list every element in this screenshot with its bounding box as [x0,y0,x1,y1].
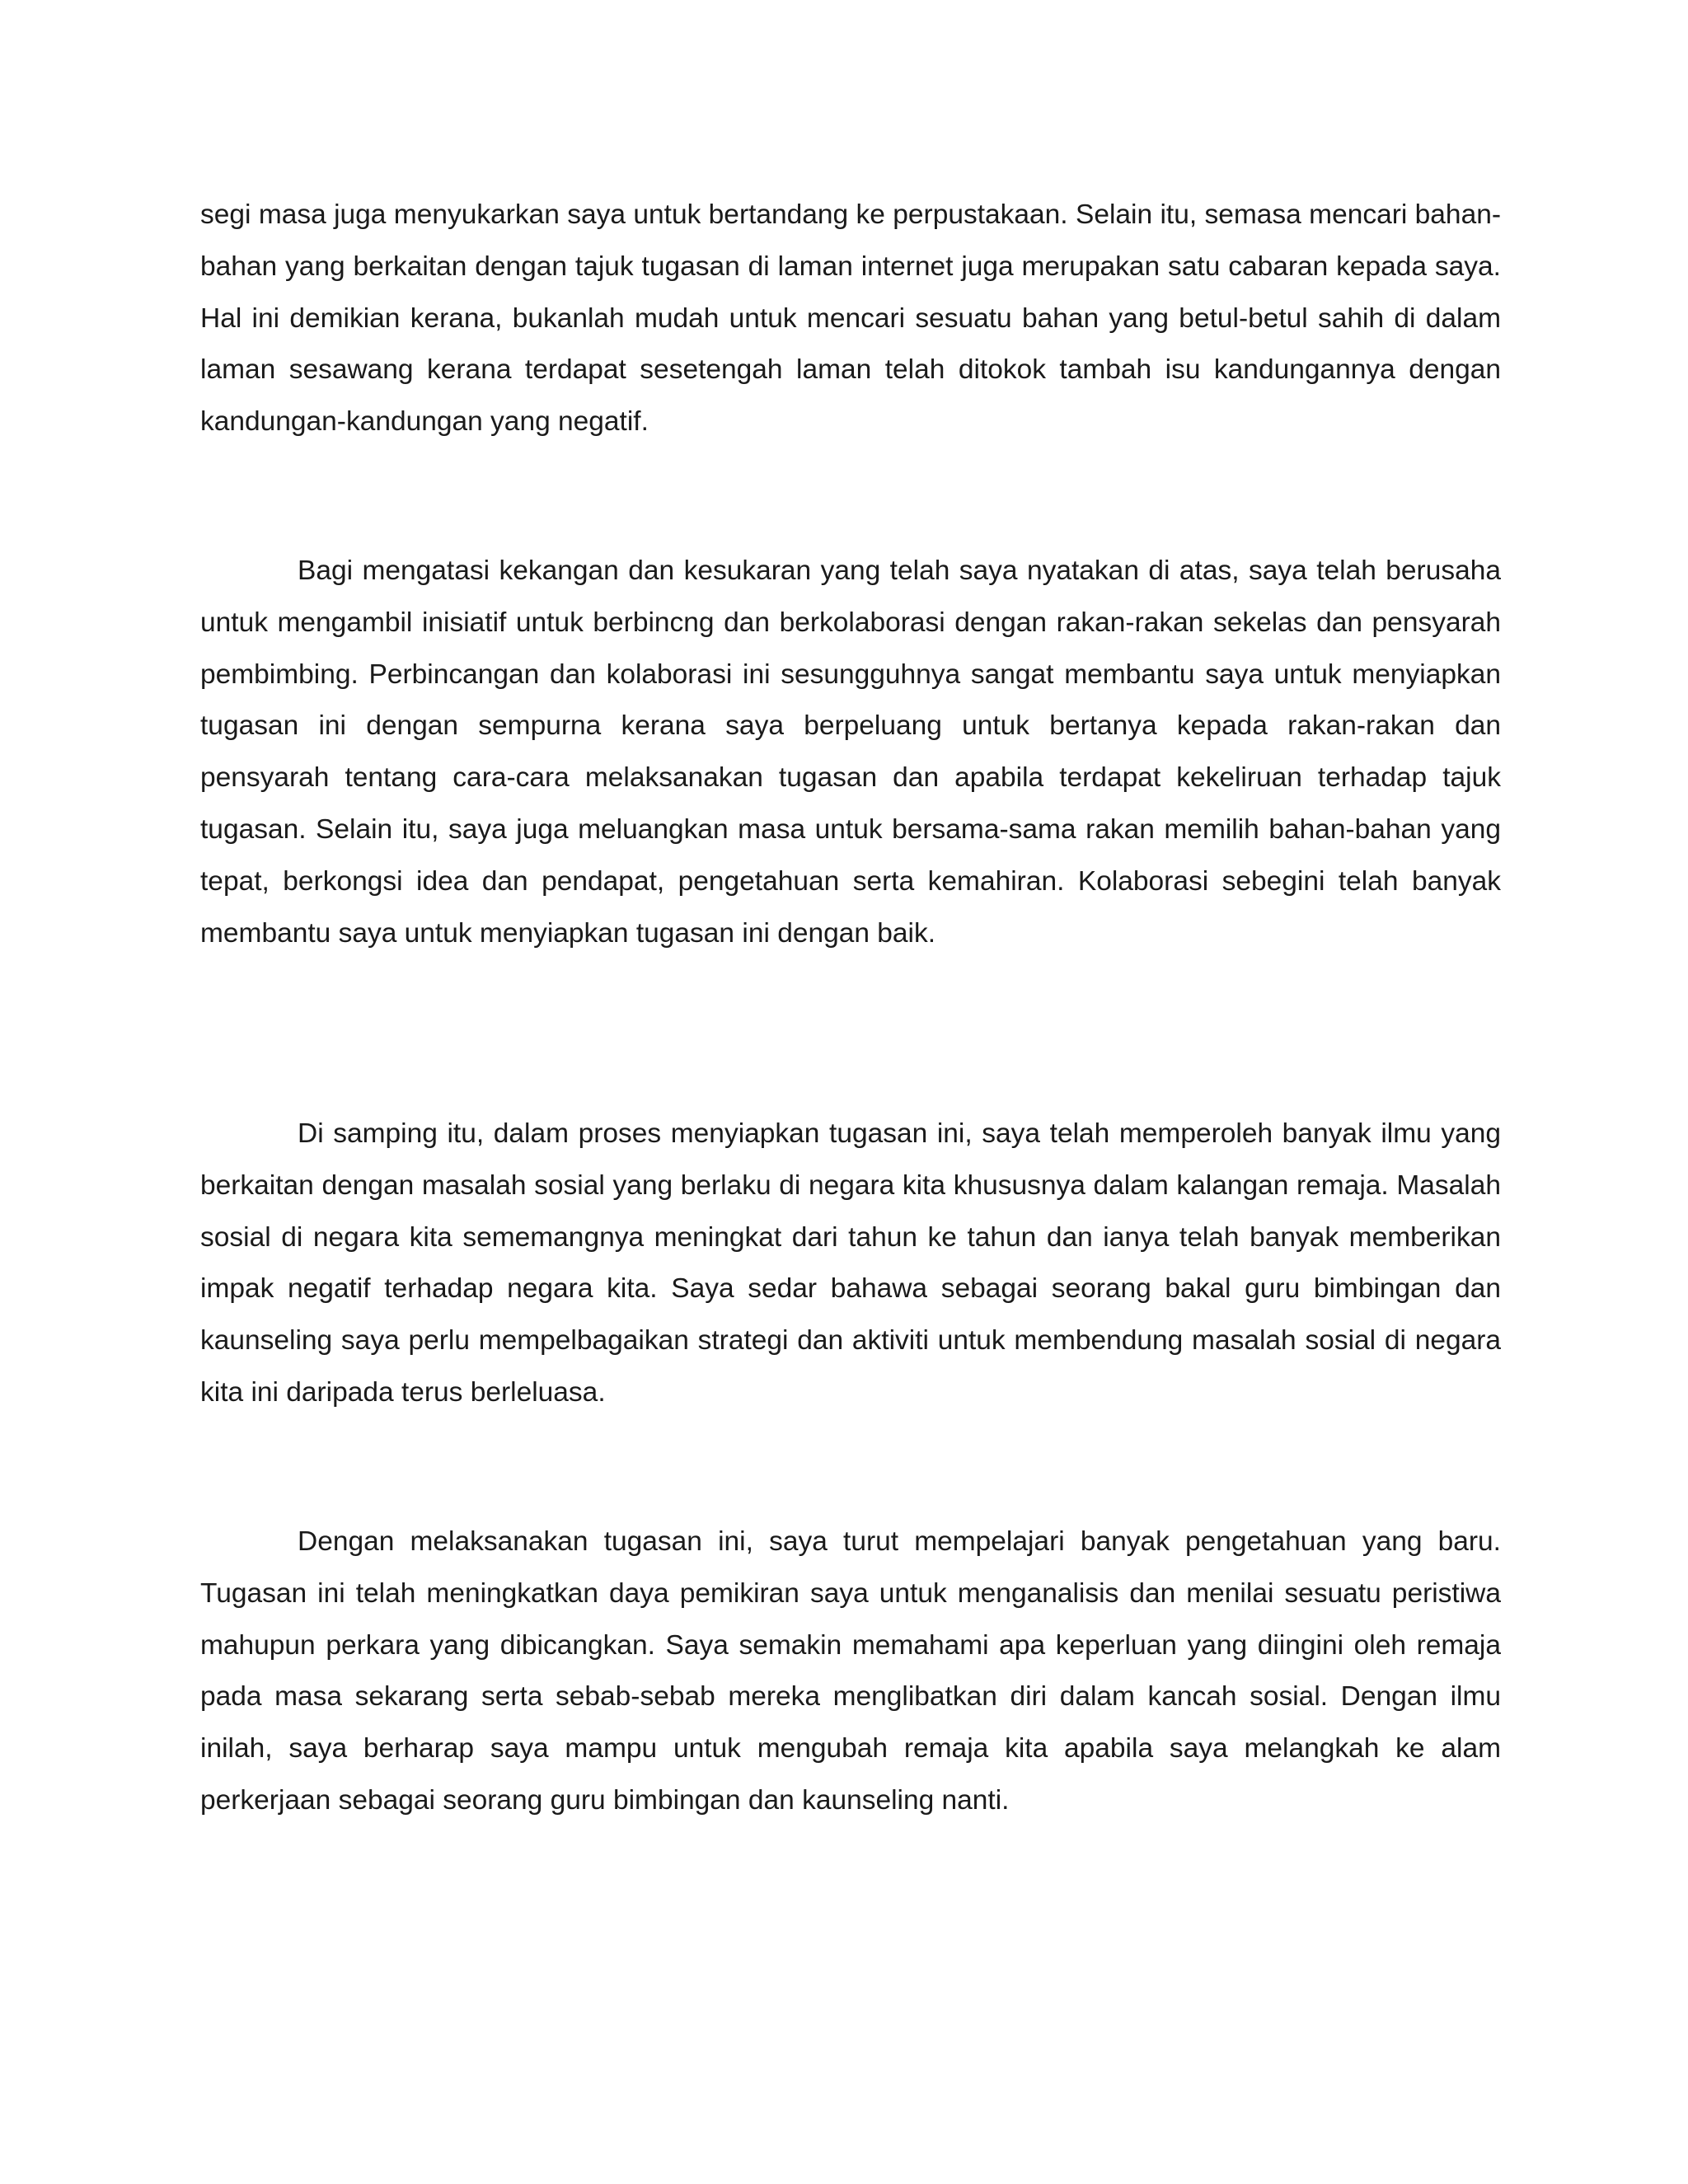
paragraph-continuation: segi masa juga menyukarkan saya untuk bertandang ke perpustakaan. Selain itu, semasa mencari bahan-bahan yang berkaitan dengan tajuk tugasan di laman internet juga merupakan satu cabaran kepada saya. Hal ini demikian kerana, bukanlah mudah untuk mencari sesuatu bahan yang betul-betul sahih di dalam laman sesawang kerana terdapat sesetengah laman telah ditokok tambah isu kandungannya dengan kandungan-kandungan yang negatif. [200,199,1501,438]
paragraph-social-issues: Di samping itu, dalam proses menyiapkan tugasan ini, saya telah memperoleh banyak ilmu yang berkaitan dengan masalah sosial yang berlaku di negara kita khususnya dalam kalangan remaja. Masalah sosial di negara kita sememangnya meningkat dari tahun ke tahun dan ianya telah banyak memberikan impak negatif terhadap negara kita. Saya sedar bahawa sebagai seorang bakal guru bimbingan dan kaunseling saya perlu mempelbagaikan strategi dan aktiviti untuk membendung masalah sosial di negara kita ini daripada terus berleluasa. [200,1118,1501,1408]
paragraph-collaboration: Bagi mengatasi kekangan dan kesukaran yang telah saya nyatakan di atas, saya telah berusaha untuk mengambil inisiatif untuk berbincng dan berkolaborasi dengan rakan-rakan sekelas dan pensyarah pembimbing. Perbincangan dan kolaborasi ini sesungguhnya sangat membantu saya untuk menyiapkan tugasan ini dengan sempurna kerana saya berpeluang untuk bertanya kepada rakan-rakan dan pensyarah tentang cara-cara melaksanakan tugasan dan apabila terdapat kekeliruan terhadap tajuk tugasan. Selain itu, saya juga meluangkan masa untuk bersama-sama rakan memilih bahan-bahan yang tepat, berkongsi idea dan pendapat, pengetahuan serta kemahiran. Kolaborasi sebegini telah banyak membantu saya untuk menyiapkan tugasan ini dengan baik. [200,555,1501,949]
paragraph-learning: Dengan melaksanakan tugasan ini, saya turut mempelajari banyak pengetahuan yang baru. Tugasan ini telah meningkatkan daya pemikiran saya untuk menganalisis dan menilai sesuatu peristiwa mahupun perkara yang dibicangkan. Saya semakin memahami apa keperluan yang diingini oleh remaja pada masa sekarang serta sebab-sebab mereka menglibatkan diri dalam kancah sosial. Dengan ilmu inilah, saya berharap saya mampu untuk mengubah remaja kita apabila saya melangkah ke alam perkerjaan sebagai seorang guru bimbingan dan kaunseling nanti. [200,1526,1501,1816]
